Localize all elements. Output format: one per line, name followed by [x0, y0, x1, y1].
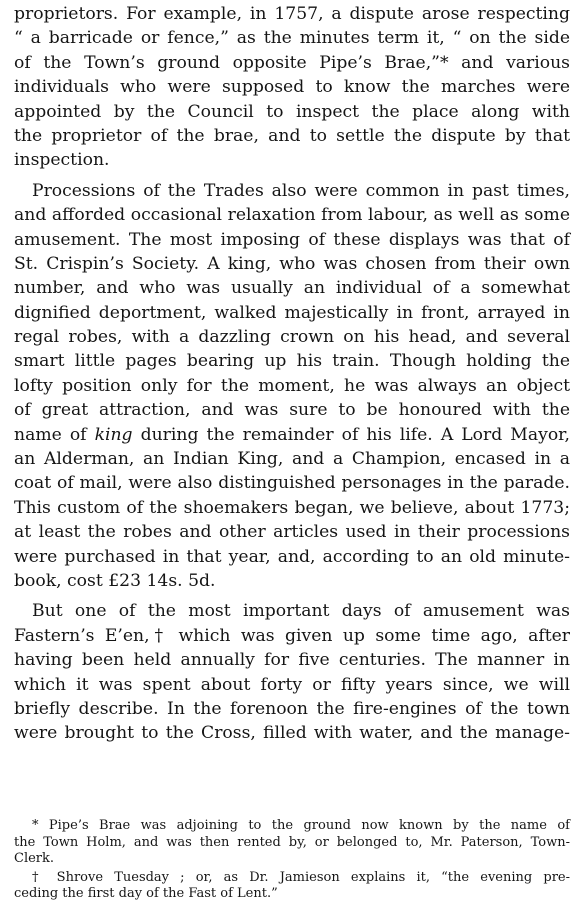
text-line: number, and who was usually an individual of a somewhat: [14, 278, 570, 299]
text-line: name of king during the remainder of his life. A Lord Mayor,: [14, 424, 570, 445]
text-line: This custom of the shoemakers began, we believe, about 1773;: [14, 497, 570, 518]
text-line: regal robes, with a dazzling crown on his head, and several: [14, 327, 570, 348]
text-line: Processions of the Trades also were common in past times,: [32, 180, 570, 201]
text-line: amusement. The most imposing of these displays was that of: [14, 229, 570, 250]
text-line: Fastern’s E’en,† which was given up some time ago, after: [14, 625, 570, 646]
body-text: [14, 2, 570, 746]
text-line: book, cost £23 14s. 5d.: [14, 570, 216, 591]
text-line: were purchased in that year, and, according to an old minute-: [14, 546, 570, 567]
text-line: which it was spent about forty or fifty years since, we will: [14, 674, 570, 695]
text-line: of great attraction, and was sure to be honoured with the: [14, 400, 570, 421]
footnotes: [14, 818, 570, 903]
text-line: inspection.: [14, 150, 110, 171]
text-line: St. Crispin’s Society. A king, who was chosen from their own: [14, 253, 570, 274]
text-line: lofty position only for the moment, he was always an object: [14, 375, 570, 396]
footnote: [14, 818, 570, 868]
text-line: at least the robes and other articles used in their processions: [14, 522, 570, 543]
text-line: individuals who were supposed to know the marches were: [14, 77, 570, 98]
footnote: [14, 870, 570, 903]
footnote-line: the Town Holm, and was then rented by, or belonged to, Mr. Paterson, Town-: [14, 834, 570, 850]
text-line: appointed by the Council to inspect the place along with: [14, 101, 570, 122]
footnote-line: Clerk.: [14, 851, 55, 866]
footnote-line: † Shrove Tuesday ; or, as Dr. Jamieson explains it, “the evening pre-: [32, 869, 570, 885]
paragraph: [14, 179, 570, 594]
text-line: briefly describe. In the forenoon the fire-engines of the town: [14, 698, 570, 719]
text-line: the proprietor of the brae, and to settle the dispute by that: [14, 125, 570, 146]
footnote-line: * Pipe’s Brae was adjoining to the ground now known by the name of: [32, 818, 570, 833]
text-line: But one of the most important days of amusement was: [32, 601, 570, 622]
text-line: coat of mail, were also distinguished personages in the parade.: [14, 473, 570, 494]
text-line: “ a barricade or fence,” as the minutes term it, “ on the side: [14, 28, 570, 49]
text-line: having been held annually for five centuries. The manner in: [14, 650, 570, 671]
text-line: of the Town’s ground opposite Pipe’s Brae,”* and various: [14, 52, 570, 73]
footnote-line: ceding the first day of the Fast of Lent.”: [14, 886, 278, 901]
text-line: were brought to the Cross, filled with water, and the manage-: [14, 723, 570, 744]
text-line: an Alderman, an Indian King, and a Champion, encased in a: [14, 449, 570, 470]
text-line: dignified deportment, walked majestically in front, arrayed in: [14, 302, 570, 323]
paragraph: [14, 599, 570, 745]
text-line: proprietors. For example, in 1757, a dispute arose respecting: [14, 4, 570, 24]
paragraph: [14, 2, 570, 173]
text-line: smart little pages bearing up his train. Though holding the: [14, 351, 570, 372]
text-line: and afforded occasional relaxation from labour, as well as some: [14, 205, 570, 226]
